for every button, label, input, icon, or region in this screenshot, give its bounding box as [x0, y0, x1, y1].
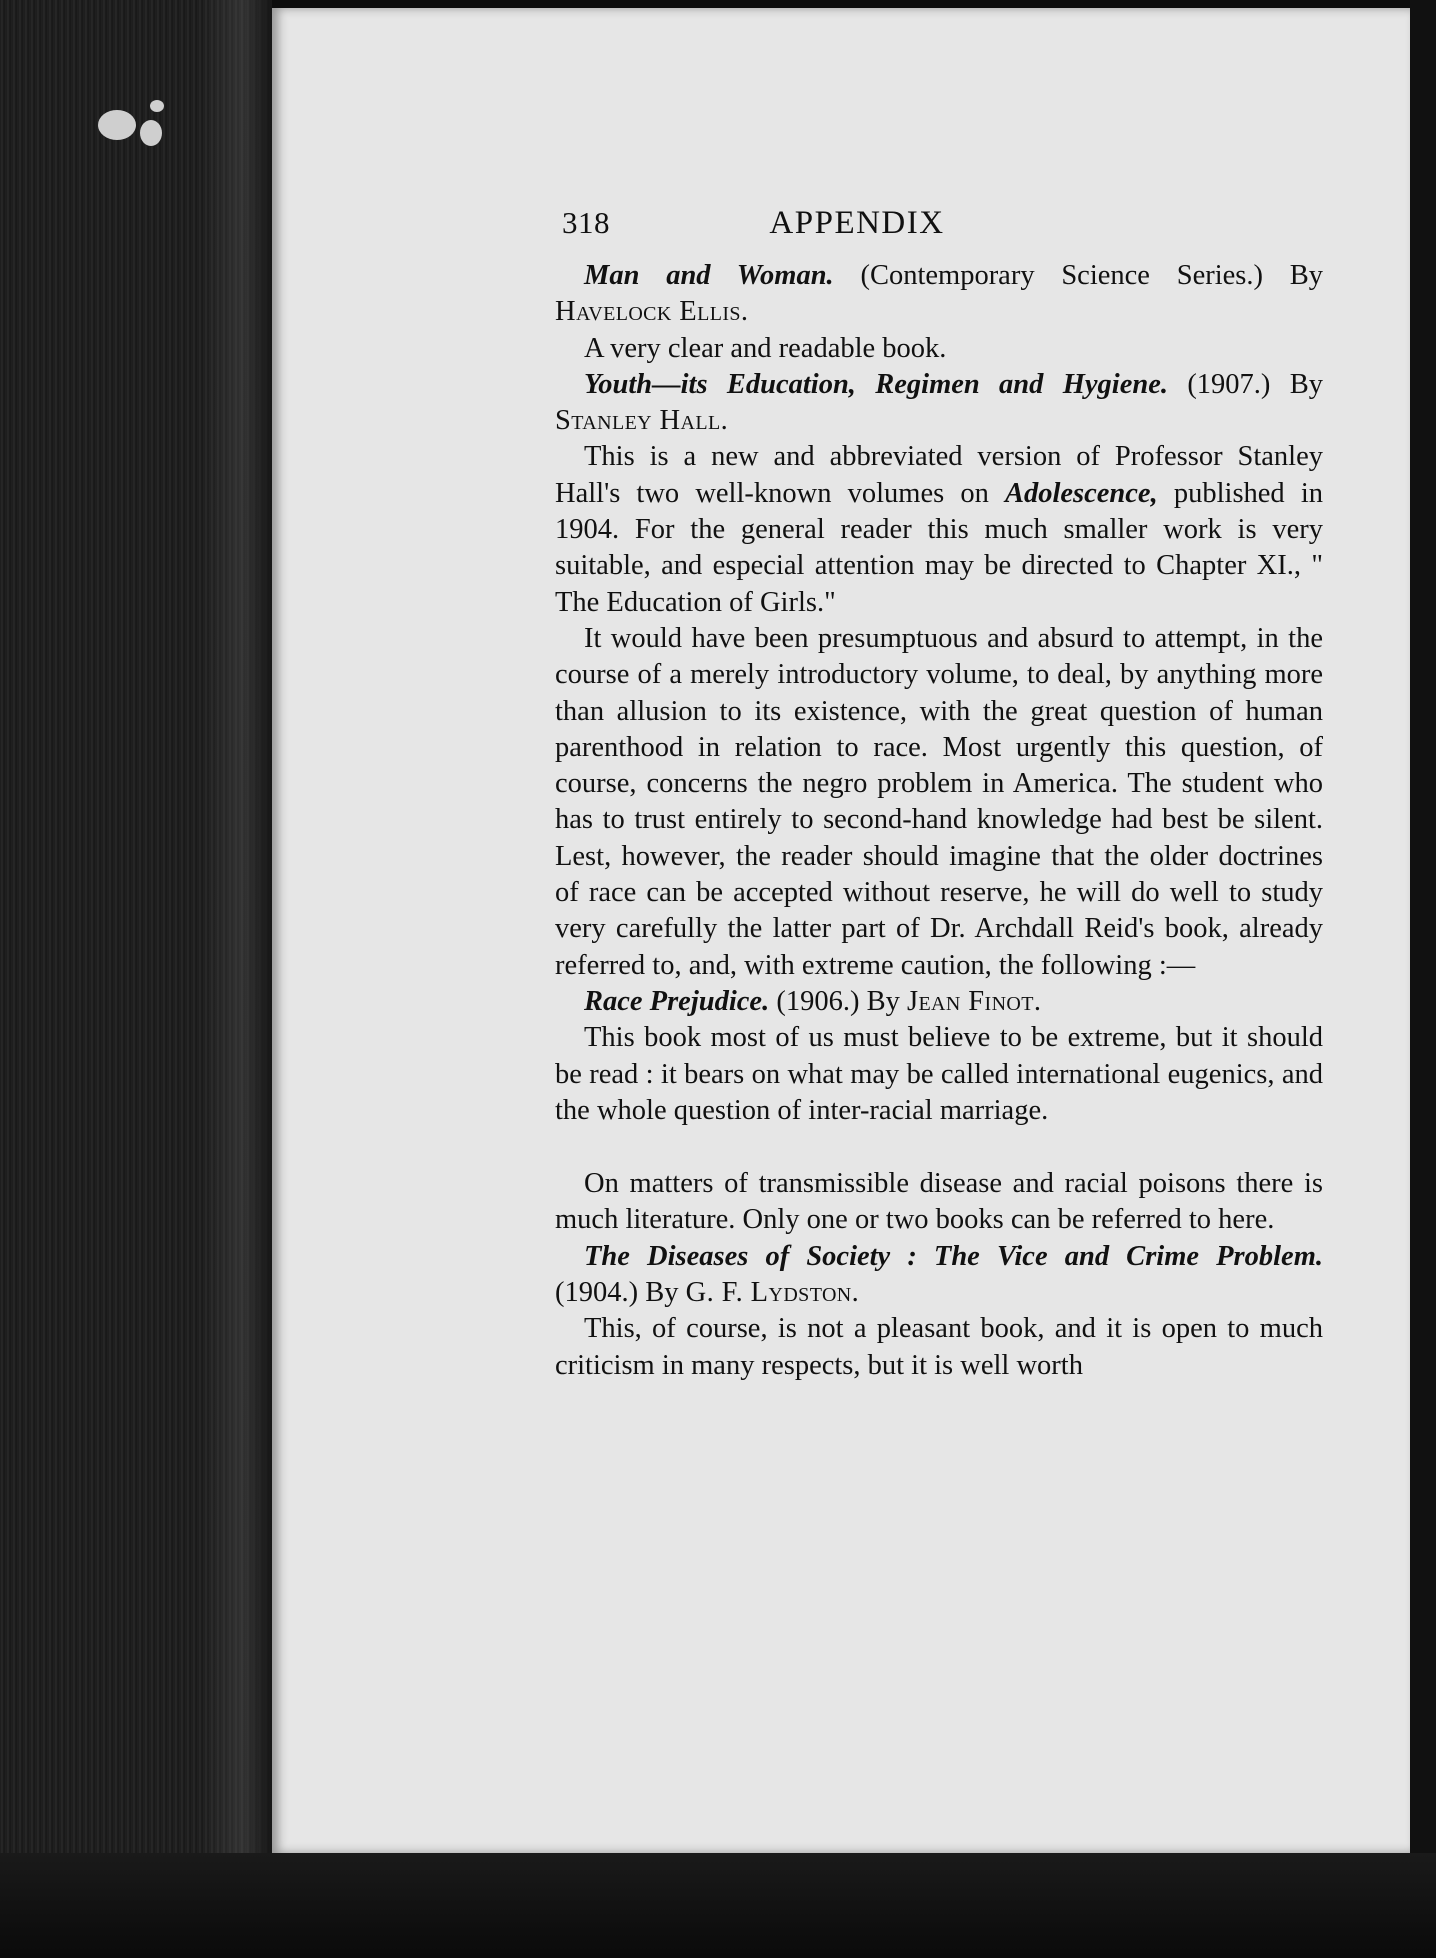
page-header — [562, 205, 1062, 255]
series-note: (Contemporary Science Series.) — [860, 260, 1263, 291]
author-name: G. F. Lydston. — [685, 1277, 860, 1309]
page-number: 318 — [562, 205, 610, 240]
book-title: Man and Woman. — [584, 260, 834, 291]
running-head: APPENDIX — [769, 205, 945, 241]
paper-speck — [150, 100, 164, 112]
page-body — [555, 258, 1323, 1384]
entry-comment — [555, 439, 1323, 620]
by-word: By — [1289, 260, 1324, 291]
entry-comment: This book most of us must believe to be extreme, but it should be read : it bears on what may be called international eugenics, and the whole question of inter-racial marriage. — [555, 1022, 1323, 1126]
bibliography-entry — [555, 984, 1323, 1020]
paper-speck — [140, 120, 162, 146]
entry-comment: This, of course, is not a pleasant book, and it is open to much criticism in many respects, but it is well worth — [555, 1313, 1323, 1381]
book-title: The Diseases of Society : The Vice and Crime Problem. — [584, 1240, 1323, 1272]
by-word: By — [866, 985, 900, 1017]
by-word: By — [1289, 368, 1324, 400]
publication-year: (1904.) — [555, 1277, 639, 1309]
page-bottom-edge — [0, 1853, 1436, 1958]
by-word: By — [645, 1277, 679, 1309]
entry-comment: A very clear and readable book. — [584, 332, 947, 364]
body-paragraph: It would have been presumptuous and absurd to attempt, in the course of a merely introductory volume, to deal, by anything more than allusion to its existence, with the great question of human parenthood in relation to race. Most urgently this question, of course, concerns the negro problem in America. The student who has to trust entirely to second-hand knowledge had best be silent. Lest, however, the reader should imagine that the older doctrines of race can be accepted without reserve, he will do well to study very carefully the latter part of Dr. Archdall Reid's book, already referred to, and, with extreme caution, the following :— — [555, 622, 1323, 981]
comment-text: This is a new and abbreviated version of Professor Stanley Hall's two well-known volumes on — [555, 441, 1323, 509]
body-paragraph: On matters of transmissible disease and racial poisons there is much literature. Only one or two books can be referred to here. — [555, 1168, 1323, 1236]
spine-shadow — [200, 0, 272, 1958]
author-name: Jean Finot. — [906, 985, 1042, 1017]
bibliography-entry — [555, 367, 1323, 440]
publication-year: (1906.) — [776, 985, 860, 1017]
bibliography-entry — [555, 1239, 1323, 1312]
comment-text: published in 1904. For the general reader this much smaller work is very suitable, and especial attention may be directed to Chapter XI., " The Education of Girls." — [555, 477, 1323, 618]
author-name: Stanley Hall. — [555, 405, 729, 437]
author-name: Havelock Ellis. — [555, 296, 749, 328]
publication-year: (1907.) — [1187, 368, 1271, 400]
cited-title: Adolescence, — [1004, 477, 1158, 509]
book-title: Youth—its Education, Regimen and Hygiene. — [584, 368, 1168, 400]
bibliography-entry — [555, 258, 1323, 331]
page-right-edge — [1410, 0, 1436, 1958]
paper-speck — [98, 110, 136, 140]
book-title: Race Prejudice. — [584, 985, 770, 1017]
